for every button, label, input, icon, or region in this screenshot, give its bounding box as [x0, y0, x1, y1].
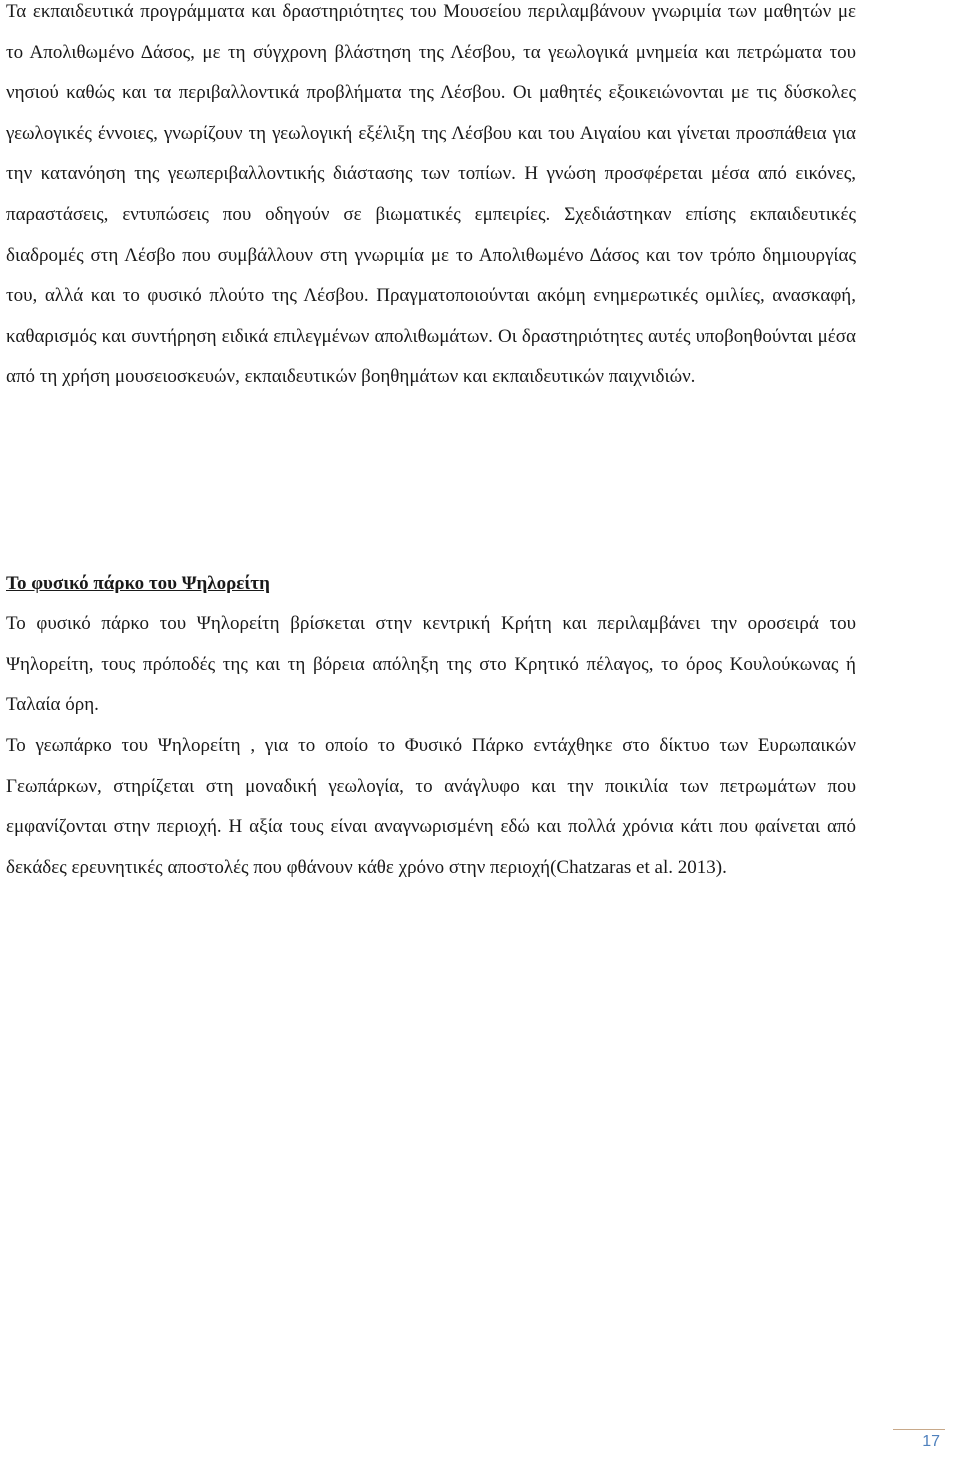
paragraph-museum-programs: Τα εκπαιδευτικά προγράμματα και δραστηριότητες του Μουσείου περιλαμβάνουν γνωριμία των μαθητών με το Απολιθωμένο Δάσος, με τη σύγχρονη βλάστηση της Λέσβου, τα γεωλογικά μνημεία και πετρώματα του νησιού καθώς και τα περιβαλλοντικά προβλήματα της Λέσβου. Οι μαθητές εξοικειώνονται με τις δύσκολες γεωλογικές έννοιες, γνωρίζουν τη γεωλογική εξέλιξη της Λέσβου και του Αιγαίου και γίνεται προσπάθεια για την κατανόηση της γεωπεριβαλλοντικής διάστασης των τοπίων. Η γνώση προσφέρεται μέσα από εικόνες, παραστάσεις, εντυπώσεις που οδηγούν σε βιωματικές εμπειρίες. Σχεδιάστηκαν επίσης εκπαιδευτικές διαδρομές στη Λέσβο που συμβάλλουν στη γνωριμία με το Απολιθωμένο Δάσος και τον τρόπο δημιουργίας του, αλλά και το φυσικό πλούτο της Λέσβου. Πραγματοποιούνται ακόμη ενημερωτικές ομιλίες, ανασκαφή, καθαρισμός και συντήρηση ειδικά επιλεγμένων απολιθωμάτων. Οι δραστηριότητες αυτές υποβοηθούνται μέσα από τη χρήση μουσειοσκευών, εκπαιδευτικών βοηθημάτων και εκπαιδευτικών παιχνιδιών. [6, 1, 856, 388]
section-heading-psiloritis-park: Το φυσικό πάρκο του Ψηλορείτη [6, 573, 270, 594]
paragraph-geopark: Το γεωπάρκο του Ψηλορείτη , για το οποίο το Φυσικό Πάρκο εντάχθηκε στο δίκτυο των Ευρωπαικών Γεωπάρκων, στηρίζεται στη μοναδική γεωλογία, το ανάγλυφο και την ποικιλία των πετρωμάτων που εμφανίζονται στην περιοχή. Η αξία τους είναι αναγνωρισμένη εδώ και πολλά χρόνια κάτι που φαίνεται από δεκάδες ερευνητικές αποστολές που φθάνουν κάθε χρόνο στην περιοχή(Chatzaras et al. 2013). [6, 735, 856, 878]
page-number: 17 [922, 1433, 940, 1450]
footer-rule [893, 1429, 945, 1430]
paragraph-park-location: Το φυσικό πάρκο του Ψηλορείτη βρίσκεται στην κεντρική Κρήτη και περιλαμβάνει την οροσειρά του Ψηλορείτη, τους πρόποδές της και τη βόρεια απόληξη της στο Κρητικό πέλαγος, το όρος Κουλούκωνας ή Ταλαία όρη. [6, 613, 856, 716]
